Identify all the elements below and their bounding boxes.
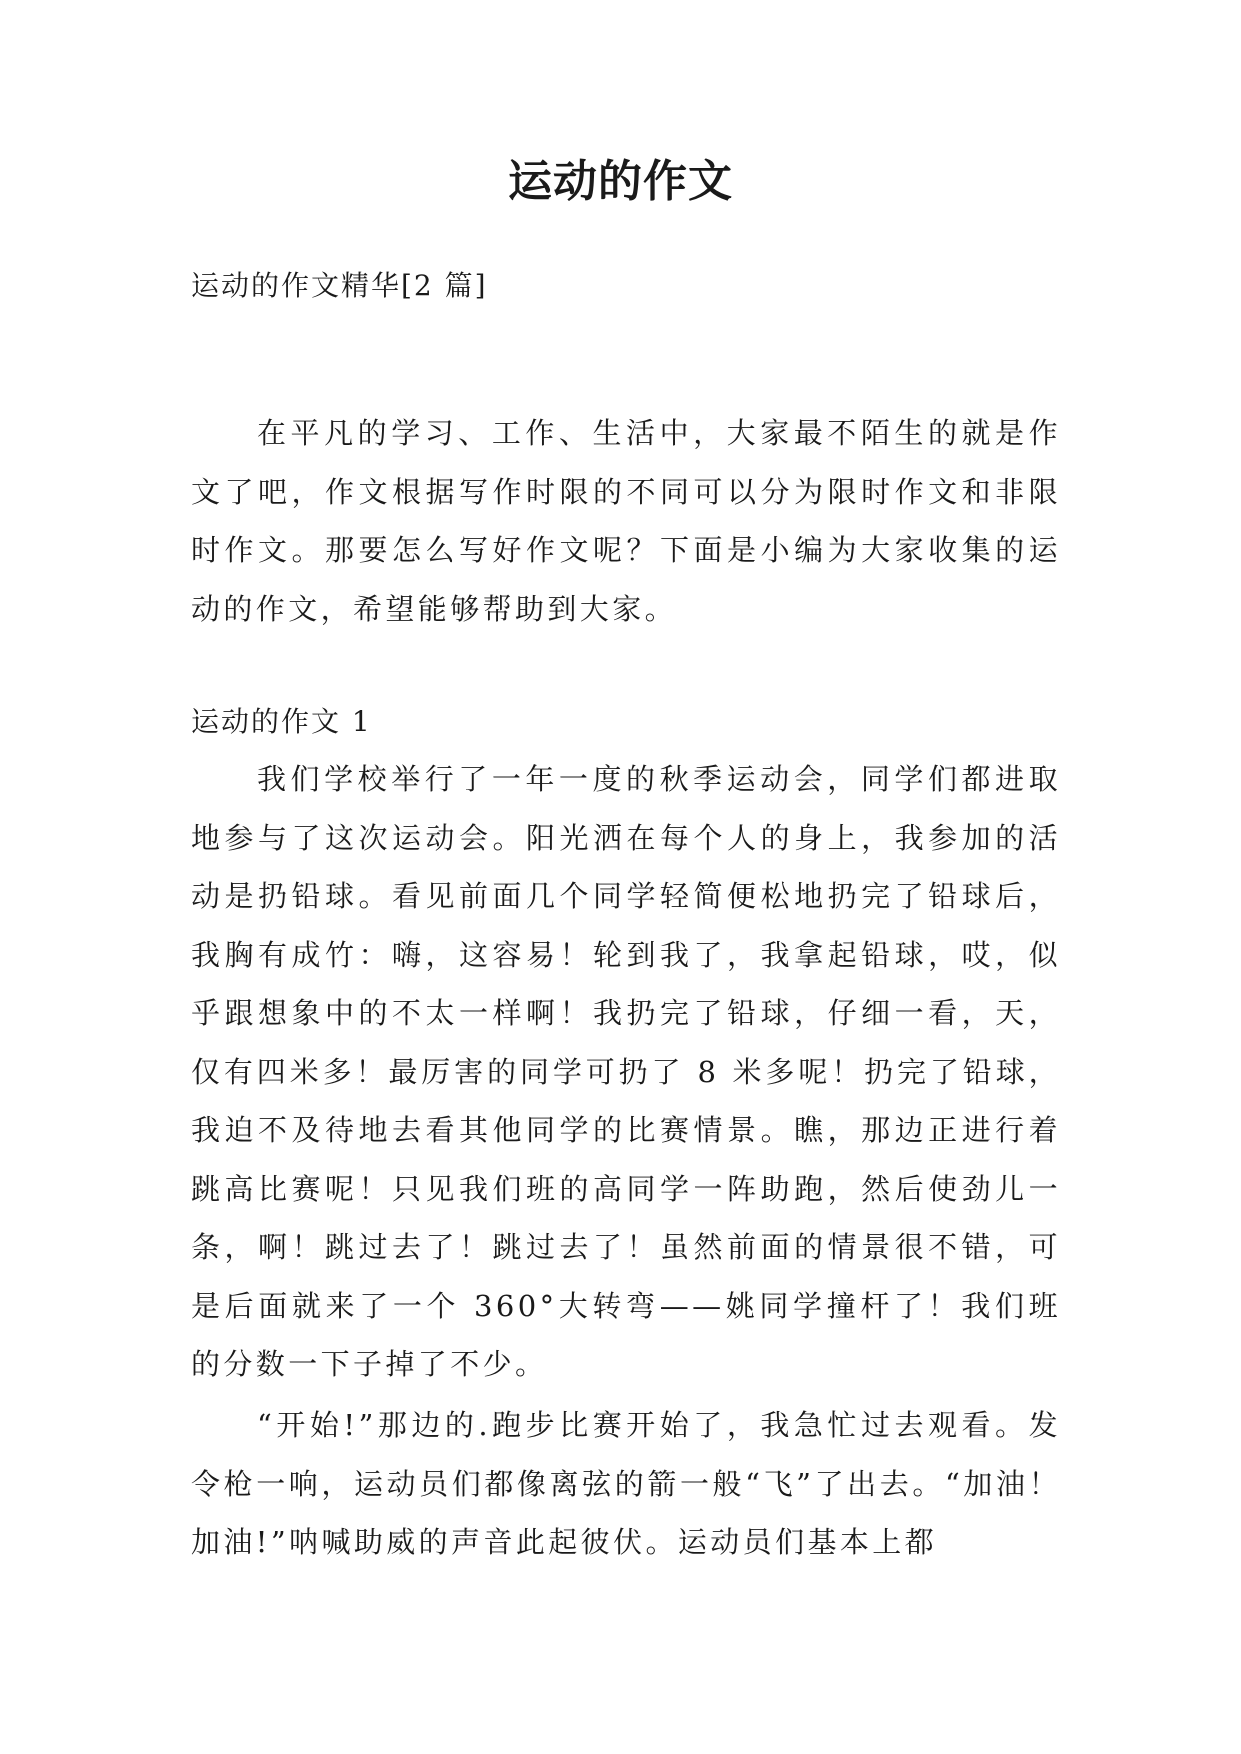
document-title: 运动的作文 [508, 156, 733, 207]
essay-heading: 运动的作文 1 [191, 705, 372, 738]
essay-paragraph-2: “开始!”那边的.跑步比赛开始了，我急忙过去观看。发令枪一响，运动员们都像离弦的箭一般“飞”了出去。“加油！加油!”呐喊助威的声音此起彼伏。运动员们基本上都 [191, 1408, 1061, 1559]
essay-paragraph-1: 我们学校举行了一年一度的秋季运动会，同学们都进取地参与了这次运动会。阳光洒在每个人的身上，我参加的活动是扔铅球。看见前面几个同学轻简便松地扔完了铅球后，我胸有成竹：嗨，这容易！轮到我了，我拿起铅球，哎，似乎跟想象中的不太一样啊！我扔完了铅球，仔细一看，天，仅有四米多！最厉害的同学可扔了 8 米多呢！扔完了铅球，我迫不及待地去看其他同学的比赛情景。瞧，那边正进行着跳高比赛呢！只见我们班的高同学一阵助跑，然后使劲儿一条，啊！跳过去了！跳过去了！虽然前面的情景很不错，可是后面就来了一个 360°大转弯——姚同学撞杆了！我们班的分数一下子掉了不少。 [191, 762, 1061, 1381]
intro-paragraph: 在平凡的学习、工作、生活中，大家最不陌生的就是作文了吧，作文根据写作时限的不同可以分为限时作文和非限时作文。那要怎么写好作文呢？下面是小编为大家收集的运动的作文，希望能够帮助到大家。 [191, 416, 1061, 626]
document-subtitle: 运动的作文精华[2 篇] [191, 269, 488, 302]
